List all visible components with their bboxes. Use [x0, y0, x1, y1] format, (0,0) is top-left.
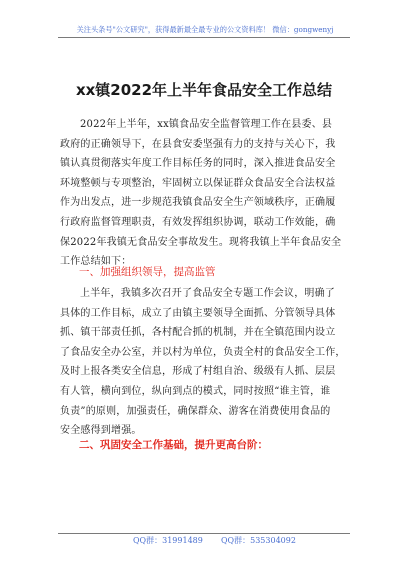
section1-line: 有人管，横向到位，纵向到点的模式，同时按照“谁主管，谁 [60, 385, 331, 397]
intro-line: 行政府监督管理职责，有效发挥组织协调，联动工作效能，确 [60, 216, 336, 228]
footer-divider [58, 533, 350, 534]
document-title: xx镇2022年上半年食品安全工作总结 [75, 81, 333, 99]
section1-line: 具体的工作目标，成立了由镇主要领导全面抓、分管领导具体 [60, 307, 336, 319]
intro-line: 保2022年我镇无食品安全事故发生。现将我镇上半年食品安全 [60, 236, 342, 248]
intro-line: 镇认真贯彻落实年度工作目标任务的同时，深入推进食品安全 [60, 158, 336, 170]
section1-line: 安全感得到增强。 [60, 425, 142, 437]
intro-line: 工作总结如下： [60, 256, 132, 268]
section1-line: 及时上报各类安全信息，形成了村组自治、级级有人抓、层层 [60, 366, 336, 378]
intro-line: 环境整顿与专项整治，牢固树立以保证群众食品安全合法权益 [60, 177, 336, 189]
qq-group-label: QQ群：31991489 [133, 536, 203, 545]
section1-paragraph [60, 284, 350, 441]
section-heading: 一、加强组织领导，提高监管 [79, 266, 216, 278]
section1-line: 了食品安全办公室，并以村为单位，负责全村的食品安全工作， [60, 346, 346, 358]
section1-line: 负责”的原则，加强责任，确保群众、游客在消费使用食品的 [60, 405, 331, 417]
intro-paragraph [60, 115, 350, 272]
header-divider [58, 37, 350, 38]
section1-line: 抓、镇干部责任抓，各村配合抓的机制，并在全镇范围内设立 [60, 327, 336, 339]
qq-group-label: QQ群：535304092 [221, 536, 296, 545]
section1-line: 上半年，我镇多次召开了食品安全专题工作会议，明确了 [80, 288, 335, 299]
intro-line: 2022年上半年，xx镇食品安全监督管理工作在县委、县 [80, 119, 333, 130]
section-heading: 二、巩固安全工作基础，提升更高台阶： [79, 439, 268, 451]
intro-line: 作为出发点，进一步规范我镇食品安全生产领域秩序，正确履 [60, 197, 336, 209]
intro-line: 政府的正确领导下，在县食安委坚强有力的支持与关心下，我 [60, 138, 336, 150]
header-banner: 关注头条号"公文研究"，获得最新最全最专业的公文资料库！ 微信：gongwenyj [76, 25, 334, 34]
